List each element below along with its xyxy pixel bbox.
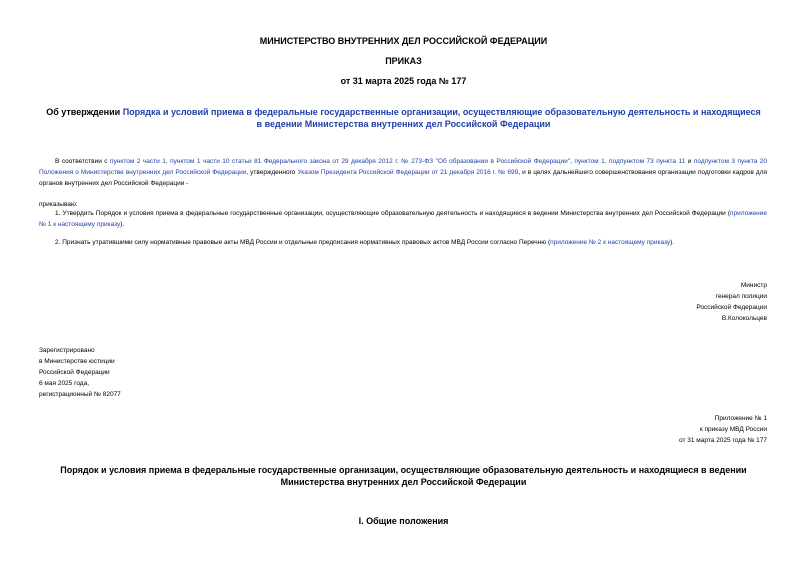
registration-line: регистрационный № 82077 [39,391,121,398]
orders-word: приказываю: [39,201,78,208]
decree-link[interactable]: Указом Президента Российской Федерации от 21 декабря 2016 г. № 699 [297,169,519,176]
order-title-link[interactable]: Порядка и условий приема в федеральные государственные организации, осуществляющие образовательную деятельность и находящиеся в ведении Министерства внутренних дел Российской Федерации [122,107,761,129]
order-item-2 [39,237,767,248]
intro-text-2: и [685,158,694,165]
ministry-heading: МИНИСТЕРСТВО ВНУТРЕННИХ ДЕЛ РОССИЙСКОЙ ФЕДЕРАЦИИ [259,36,548,46]
intro-text-3: , утвержденного [246,169,298,176]
signature-line: Российской Федерации [696,304,767,311]
order-title-prefix: Об утверждении [46,107,123,117]
order-item-1-end: ). [120,221,125,228]
intro-text-4: , и в целях дальнейшего совершенствования организации подготовки кадров для органов внутренних дел Российской Федерации - [39,169,768,187]
order-heading: ПРИКАЗ [385,56,422,66]
signature-line: Министр [740,282,767,289]
appendix-1-link[interactable]: приложение № 1 к настоящему приказу [39,210,767,228]
law-link[interactable]: пунктом 2 части 1, пунктом 1 части 10 статьи 81 Федерального закона от 29 декабря 2012 г. № 273-ФЗ "Об образовании в Российской Федерации", пунктом 1, подпунктом 73 пункта 11 [110,158,686,165]
signature-block [696,280,767,324]
regulation-link[interactable]: подпунктом 3 пункта 20 Положения о Министерстве внутренних дел Российской Федерации [39,158,768,176]
appendix-line: к приказу МВД России [699,426,767,433]
order-item-2-end: ). [670,239,675,246]
order-title [44,106,763,130]
signature-line: В.Колокольцев [721,315,767,322]
intro-text-1: В соответствии с [55,158,111,165]
procedure-title: Порядок и условия приема в федеральные государственные организации, осуществляющие образовательную деятельность и находящиеся в ведении Министерства внутренних дел Российской Федерации [60,465,747,487]
order-item-2-text: 2. Признать утратившими силу нормативные правовые акты МВД России и отдельные предписания нормативных правовых актов МВД России согласно Перечню ( [55,239,551,246]
registration-line: Российской Федерации [39,369,110,376]
order-item-1-text: 1. Утвердить Порядок и условия приема в федеральные государственные организации, осуществляющие образовательную деятельность и находящиеся в ведении Министерства внутренних дел Российской Федерации ( [55,210,731,217]
registration-line: 6 мая 2025 года, [39,380,90,387]
appendix-2-link[interactable]: приложение № 2 к настоящему приказу [550,239,671,246]
order-item-1 [39,208,767,230]
signature-line: генерал полиции [715,293,767,300]
intro-paragraph [39,156,767,189]
registration-line: в Министерстве юстиции [39,358,115,365]
appendix-line: Приложение № 1 [714,415,767,422]
appendix-header [679,413,767,446]
appendix-line: от 31 марта 2025 года № 177 [679,437,767,444]
section-title: I. Общие положения [358,516,449,526]
registration-block [39,345,121,400]
registration-line: Зарегистрировано [39,347,95,354]
order-date-number: от 31 марта 2025 года № 177 [340,76,467,86]
